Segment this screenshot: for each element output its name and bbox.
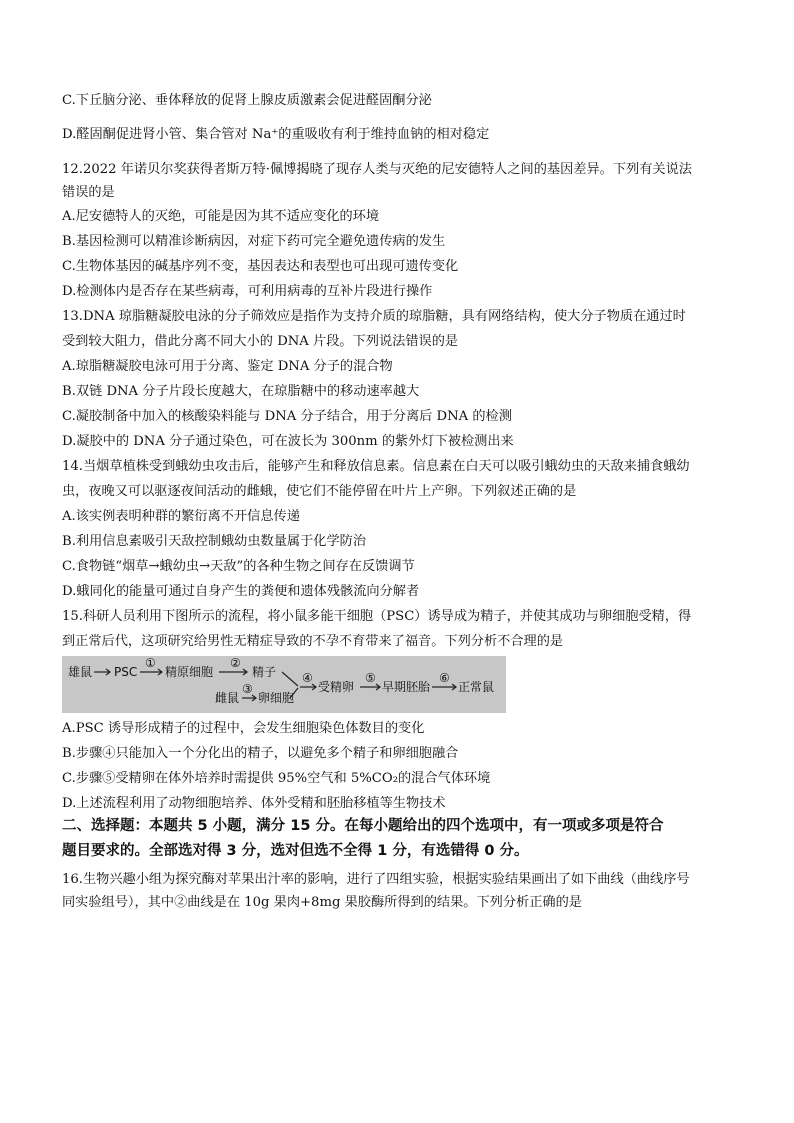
section-heading-line1: 二、选择题：本题共 5 小题，满分 15 分。在每小题给出的四个选项中，有一项或多项是符合 [62, 818, 664, 834]
option-a-q14: A.该实例表明种群的繁衍离不开信息传递 [62, 509, 300, 524]
section-heading-line2: 题目要求的。全部选对得 3 分，选对但选不全得 1 分，有选错得 0 分。 [62, 843, 529, 859]
flow-spermatogonia: 精原细胞 [165, 665, 214, 679]
flow-sperm: 精子 [252, 665, 277, 679]
flow-diagram [62, 656, 506, 713]
question-16-line1: 16.生物兴趣小组为探究酶对苹果出汁率的影响，进行了四组实验，根据实验结果画出了如下曲线（曲线序号 [62, 872, 690, 887]
option-d-q14: D.蛾同化的能量可通过自身产生的粪便和遗体残骸流向分解者 [62, 584, 420, 599]
option-b-q14: B.利用信息素吸引天敌控制蛾幼虫数量属于化学防治 [62, 534, 367, 549]
question-12-line2: 错误的是 [62, 185, 115, 200]
option-b-q15: B.步骤④只能加入一个分化出的精子，以避免多个精子和卵细胞融合 [62, 746, 459, 761]
question-15-line2: 到正常后代，这项研究给男性无精症导致的不孕不育带来了福音。下列分析不合理的是 [62, 634, 564, 649]
flow-step-4: ④ [302, 671, 313, 685]
question-14-line2: 虫，夜晚又可以驱逐夜间活动的雌蛾，使它们不能停留在叶片上产卵。下列叙述正确的是 [62, 484, 577, 499]
option-b-q12: B.基因检测可以精准诊断病因，对症下药可完全避免遗传病的发生 [62, 234, 446, 249]
flow-zygote: 受精卵 [318, 680, 355, 694]
option-d-q12: D.检测体内是否存在某些病毒，可利用病毒的互补片段进行操作 [62, 284, 433, 299]
option-b-q13: B.双链 DNA 分子片段长度越大，在琼脂糖中的移动速率越大 [62, 384, 420, 399]
option-c-q12: C.生物体基因的碱基序列不变，基因表达和表型也可出现可遗传变化 [62, 259, 459, 274]
question-16-line2: 同实验组号），其中②曲线是在 10g 果肉+8mg 果胶酶所得到的结果。下列分析正确的是 [62, 895, 582, 910]
option-d-q13: D.凝胶中的 DNA 分子通过染色，可在波长为 300nm 的紫外灯下被检测出来 [62, 434, 514, 449]
option-d-q11: D.醛固酮促进肾小管、集合管对 Na⁺的重吸收有利于维持血钠的相对稳定 [62, 127, 490, 142]
flow-step-2: ② [230, 656, 241, 670]
option-c-q13: C.凝胶制备中加入的核酸染料能与 DNA 分子结合，用于分离后 DNA 的检测 [62, 409, 512, 424]
option-c-q11: C.下丘脑分泌、垂体释放的促肾上腺皮质激素会促进醛固酮分泌 [62, 93, 432, 108]
flow-egg: 卵细胞 [258, 691, 295, 705]
flow-step-6: ⑥ [439, 671, 450, 685]
flow-psc: PSC [114, 665, 138, 679]
option-a-q15: A.PSC 诱导形成精子的过程中，会发生细胞染色体数目的变化 [62, 721, 425, 736]
flow-male-mouse: 雄鼠 [68, 665, 93, 679]
option-a-q13: A.琼脂糖凝胶电泳可用于分离、鉴定 DNA 分子的混合物 [62, 359, 393, 374]
flow-step-5: ⑤ [365, 671, 376, 685]
question-13-line1: 13.DNA 琼脂糖凝胶电泳的分子筛效应是指作为支持介质的琼脂糖，具有网络结构，使大分子物质在通过时 [62, 309, 686, 324]
question-15-line1: 15.科研人员利用下图所示的流程，将小鼠多能干细胞（PSC）诱导成为精子，并使其成功与卵细胞受精，得 [62, 609, 692, 624]
option-d-q15: D.上述流程利用了动物细胞培养、体外受精和胚胎移植等生物技术 [62, 796, 446, 811]
flow-step-1: ① [145, 656, 156, 670]
flow-normal-mouse: 正常鼠 [458, 680, 495, 694]
flow-embryo: 早期胚胎 [382, 680, 431, 694]
option-c-q14: C.食物链“烟草→蛾幼虫→天敌”的各种生物之间存在反馈调节 [62, 559, 415, 574]
question-12-line1: 12.2022 年诺贝尔奖获得者斯万特·佩博揭晓了现存人类与灭绝的尼安德特人之间的基因差异。下列有关说法 [62, 162, 692, 177]
flow-step-3: ③ [242, 682, 253, 696]
option-c-q15: C.步骤⑤受精卵在体外培养时需提供 95%空气和 5%CO₂的混合气体环境 [62, 771, 491, 786]
question-14-line1: 14.当烟草植株受到蛾幼虫攻击后，能够产生和释放信息素。信息素在白天可以吸引蛾幼虫的天敌来捕食蛾幼 [62, 459, 690, 474]
question-13-line2: 受到较大阻力，借此分离不同大小的 DNA 片段。下列说法错误的是 [62, 334, 459, 349]
flow-female-mouse: 雌鼠 [215, 691, 240, 705]
option-a-q12: A.尼安德特人的灭绝，可能是因为其不适应变化的环境 [62, 209, 380, 224]
